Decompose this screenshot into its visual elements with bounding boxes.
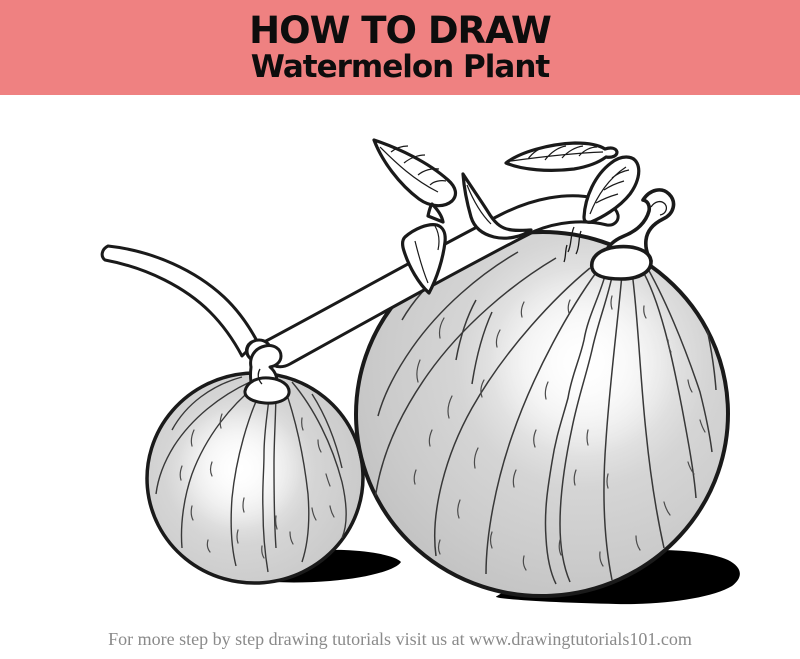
page-subtitle: Watermelon Plant — [250, 48, 550, 85]
stalk-flare — [592, 247, 651, 279]
vine-left-tube — [102, 246, 257, 356]
small-melon-highlight — [178, 402, 302, 534]
footer-credit: For more step by step drawing tutorials visit us at www.drawingtutorials101.com — [108, 629, 692, 649]
header-banner — [0, 0, 800, 95]
page-title: HOW TO DRAW — [249, 8, 551, 52]
leaf-right — [584, 157, 639, 222]
leaf-upper-left — [374, 140, 455, 222]
